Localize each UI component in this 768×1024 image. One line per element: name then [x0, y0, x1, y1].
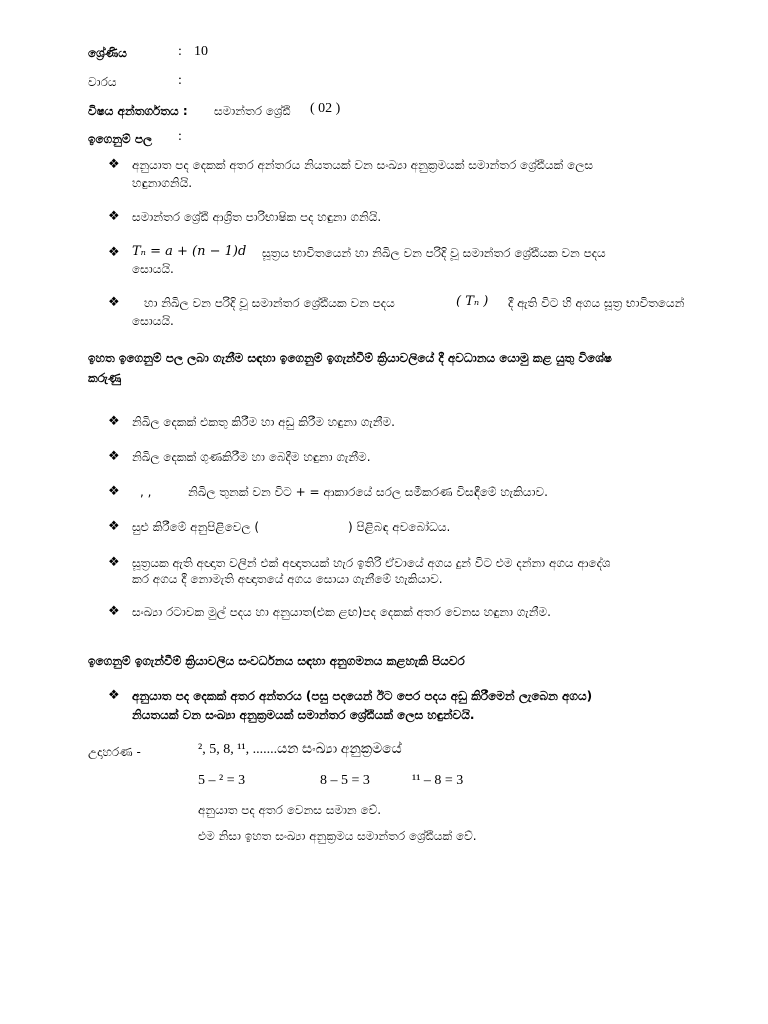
bullet-icon: ❖: [108, 449, 120, 464]
outcome-3-cont: සොයයි.: [132, 262, 174, 276]
grade-separator: :: [178, 44, 182, 59]
bullet-icon: ❖: [108, 688, 120, 703]
bullet-icon: ❖: [108, 519, 120, 534]
focus-point-5-cont: කර අගය දී නොමැති අඥාතයේ අගය සොයා ගැනීමේ හැකියාව.: [132, 572, 443, 586]
outcome-3-text: සූත්‍රය භාවිතයෙන් හා නිඛිල වන පරිදි වූ සමාන්තර ශ්‍රේඪියක වන පදය: [262, 246, 606, 260]
focus-point-4: සුළු කිරීමේ අනුපිළිවෙල (: [132, 520, 260, 534]
outcome-2-text: සමාන්තර ශ්‍රේඪි ආශ්‍රිත පාරිභාෂික පද හඳුනා ගනියි.: [132, 210, 382, 224]
topic-value: සමාන්තර ශ්‍රේඪි: [214, 104, 291, 118]
example-note-2: එම නිසා ඉහත සංඛ්‍යා අනුක්‍රමය සමාන්තර ශ්‍රේඪියක් වේ.: [198, 829, 477, 843]
bullet-icon: ❖: [108, 157, 120, 172]
bullet-icon: ❖: [108, 604, 120, 619]
period-separator: :: [178, 73, 182, 88]
bullet-icon: ❖: [108, 209, 120, 224]
focus-point-1: නිඛිල දෙකක් එකතු කිරීම හා අඩු කිරීම හඳුනා ගැනීම.: [132, 415, 395, 429]
period-label: වාරය: [88, 75, 117, 89]
grade-value: 10: [194, 44, 208, 59]
focus-point-3-pre: , ,: [140, 485, 152, 499]
topic-label: විෂය අන්තර්ගතය :: [88, 104, 188, 118]
outcome-3-formula: Tₙ = a + (n − 1)d: [132, 244, 247, 259]
outcome-4-text: හා නිඛිල වන පරිදි වූ සමාන්තර ශ්‍රේඪියක වන පදය: [144, 296, 395, 310]
focus-heading-line2: කරුණු: [88, 371, 122, 385]
example-diff-1: 5 – ² = 3: [198, 773, 246, 788]
bullet-icon: ❖: [108, 295, 120, 310]
focus-point-4-end: ) පිළිබඳ අවබෝධය.: [348, 520, 451, 534]
focus-point-5: සූත්‍රයක ඇති අඥාත වලින් එක් අඥාතයක් හැර ඉතිරි ඒවායේ අගය දුන් විට එම දන්නා අගය ආදේශ: [132, 556, 611, 570]
steps-heading: ඉගෙනුම් ඉගැන්වීම් ක්‍රියාවලිය සංවර්ධනය සඳහා අනුගමනය කළහැකි පියවර: [88, 654, 465, 668]
outcome-1-text: අනුයාත පද දෙකක් අතර අන්තරය නියතයක් වන සංඛ්‍යා අනුක්‍රමයක් සමාන්තර ශ්‍රේඪියක් ලෙස: [132, 158, 594, 172]
step-1-line2: නියතයක් වන සංඛ්‍යා අනුක්‍රමයක් සමාන්තර ශ්‍රේඪියක් ලෙස හඳුන්වයි.: [132, 708, 475, 722]
focus-point-3: නිඛිල තුනක් වන විට + = ආකාරයේ සරල සමීකරණ විසඳීමේ හැකියාව.: [188, 485, 548, 499]
topic-number: ( 02 ): [310, 101, 341, 116]
example-diff-2: 8 – 5 = 3: [320, 773, 370, 788]
bullet-icon: ❖: [108, 555, 120, 570]
outcome-1-cont: හඳුනාගනියි.: [132, 176, 193, 190]
example-note-1: අනුයාත පද අතර වෙනස සමාන වේ.: [198, 803, 382, 817]
focus-point-2: නිඛිල දෙකක් ගුණකිරීම හා බෙදීම හඳුනා ගැනීම.: [132, 450, 371, 464]
focus-point-6: සංඛ්‍යා රටාවක මුල් පදය හා අනුයාත(එක ළඟ)පද දෙකක් අතර වෙනස හඳුනා ගැනීම.: [132, 605, 551, 619]
grade-label: ශ්‍රේණිය: [88, 46, 127, 60]
example-diff-3: ¹¹ – 8 = 3: [412, 773, 464, 788]
bullet-icon: ❖: [108, 414, 120, 429]
step-1-line1: අනුයාත පද දෙකක් අතර අන්තරය (පසු පදයෙන් ඊට පෙර පදය අඩු කිරීමෙන් ලැබෙන අගය): [132, 689, 593, 703]
bullet-icon: ❖: [108, 245, 120, 260]
outcome-4-formula: ( Tₙ ): [456, 294, 489, 309]
bullet-icon: ❖: [108, 484, 120, 499]
focus-heading-line1: ඉහත ඉගෙනුම් පල ලබා ගැනීම සඳහා ඉගෙනුම් ඉගැන්වීම් ක්‍රියාවලියේ දී අවධානය යොමු කළ යුතු විශේෂ: [88, 351, 612, 365]
outcome-4-cont: සොයයි.: [132, 314, 174, 328]
outcomes-separator: :: [178, 129, 182, 144]
example-sequence: ², 5, 8, ¹¹, .......යන සංඛ්‍යා අනුක්‍රමයේ: [198, 742, 402, 757]
outcome-4-text2: දී ඇති විට හි අගය සූත්‍ර භාවිතයෙන්: [508, 296, 685, 310]
example-label: උදාහරණ -: [88, 745, 141, 759]
outcomes-label: ඉගෙනුම් පල: [88, 132, 153, 146]
